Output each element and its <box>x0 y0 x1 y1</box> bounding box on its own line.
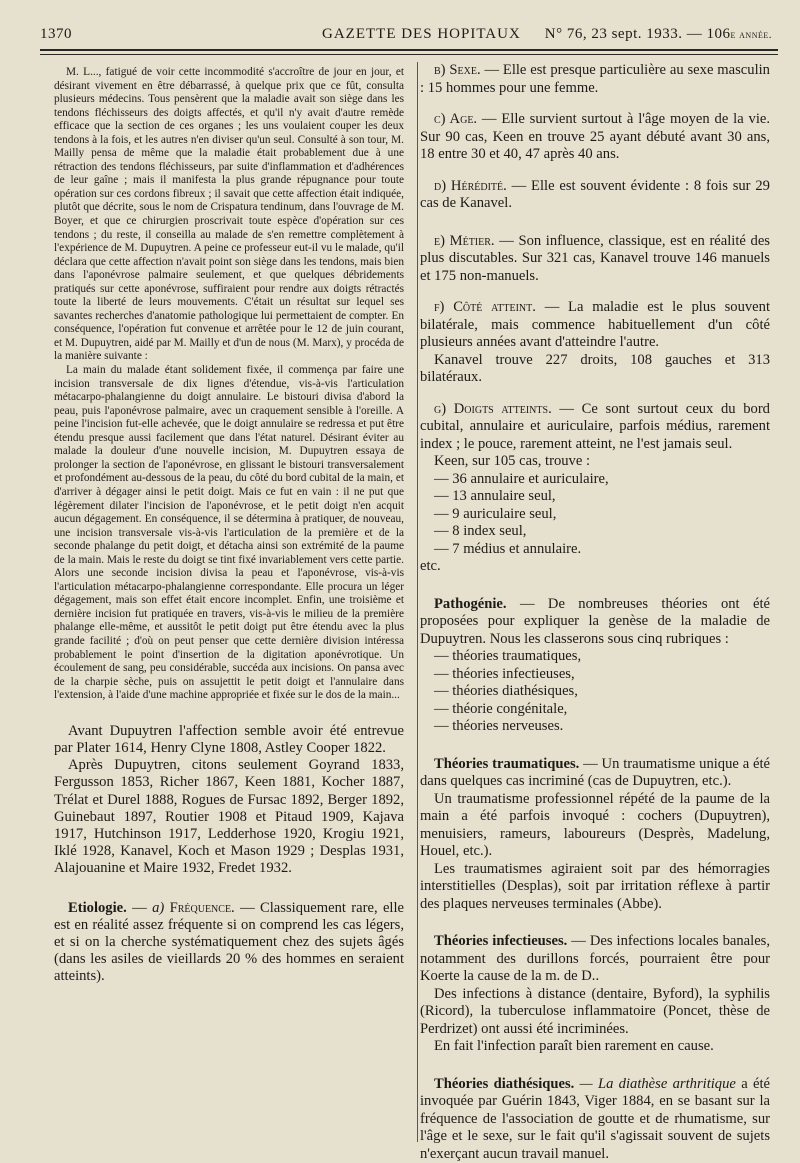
list-item: — 36 annulaire et auriculaire, <box>420 471 770 489</box>
issue-line <box>545 26 772 43</box>
etiology-item-letter: a) <box>152 900 164 916</box>
list-item: — théories traumatiques, <box>420 648 770 666</box>
fingers-label: g) Doigts atteints. <box>434 401 552 417</box>
header-rule <box>40 49 778 51</box>
heredity-text: — Elle est souvent évidente : 8 fois sur 29 cas de Kanavel. <box>420 178 770 212</box>
sex-text: — Elle est presque particulière au sexe masculin : 15 hommes pour une femme. <box>420 62 770 96</box>
side-text: — La maladie est le plus souvent bilatérale, mais commence habituellement d'un côté plusieurs années avant d'atteindre l'autre. <box>420 299 770 350</box>
diathesis-paragraph <box>420 1076 770 1163</box>
sex-label: b) Sexe. <box>434 62 481 78</box>
issue-text: N° 76, 23 sept. 1933. — 106 <box>545 26 731 42</box>
fingers-paragraph <box>420 401 770 454</box>
etiology-paragraph: Etiologie. — a) Fréquence. — Classiquement rare, elle est en réalité assez fréquente si on comprend les cas légers, et si on la cherche systématiquement chez des sujets âgés (dans les asiles de vieillards 20 % des hommes en seraient atteints). <box>54 900 404 986</box>
infection-paragraph-2: Des infections à distance (dentaire, Byford), la syphilis (Ricord), la tuberculose inflammatoire (Poncet, thèse de Perdrizet) ont aussi été incriminées. <box>420 986 770 1039</box>
pathogeny-paragraph <box>420 596 770 649</box>
history-paragraph-1: Avant Dupuytren l'affection semble avoir été entrevue par Plater 1614, Henry Clyne 1808, Astley Cooper 1822. <box>54 723 404 757</box>
journal-title: GAZETTE DES HOPITAUX <box>322 26 521 43</box>
keen-intro: Keen, sur 105 cas, trouve : <box>420 453 770 471</box>
occupation-paragraph <box>420 233 770 286</box>
list-item: — 7 médius et annulaire. <box>420 541 770 559</box>
case-paragraph-2: La main du malade étant solidement fixée, il commença par faire une incision transversale de dix lignes d'étendue, vis-à-vis l'articulation métacarpo-phalangienne du doigt annulaire. Le bistouri divisa d'abord la peau, puis l'aponévrose palmaire, avec un craquement sensible à l'oreille. A peine l'incision fut-elle achevée, que le doigt annulaire se redressa et put être étendu presque aussi facilement que dans l'état naturel. Désirant éviter au malade la douleur d'une nouvelle incision, M. Dupuytren essaya de prolonger la section de l'aponévrose, en glissant le bistouri transversalement et profondément au-dessous de la peau, du côté du bord cubital de la main, et d'arriver à dégager ainsi le petit doigt. Mais ce fut en vain : il ne put que légèrement dilater l'incision de l'aponévrose, et le petit doigt n'en acquit aucun dégagement. En conséquence, il se détermina à pratiquer, de nouveau, une incision transversale vis-à-vis l'articulation de la première et de la seconde phalange du petit doigt, et détacha ainsi son extrémité de la paume de la main. Mais le reste du doigt se tint fixé invariablement vers cette partie. Alors une seconde incision divisa la peau et l'aponévrose, vis-à-vis l'articulation métacarpo-phalangienne correspondante. Elle procura un léger dégagement, mais son effet était encore incomplet. Enfin, une troisième et dernière incision fut pratiquée en travers, vis-à-vis le milieu de la première phalange elle-même, et aussitôt le petit doigt put être étendu avec la plus grande facilité ; d'où on peut penser que cette dernière division intéressa probablement le point d'insertion de la digitation aponévrotique. Un écoulement de sang, peu considérable, succéda aux incisions. On pansa avec de la charpie sèche, puis on assujettit le petit doigt et l'annulaire dans l'extension, à l'aide d'une machine appropriée et fixée sur le dos de la main... <box>54 364 404 703</box>
trauma-paragraph-3: Les traumatismes agiraient soit par des hémorragies interstitielles (Desplas), soit par irritation réflexe à partir des plaques nerveuses terminales (Abbe). <box>420 861 770 914</box>
keen-list <box>420 471 770 559</box>
trauma-paragraph <box>420 756 770 791</box>
diathesis-italic: — La diathèse arthritique <box>580 1076 736 1092</box>
frequency-label: Fréquence. <box>170 900 235 916</box>
list-item: — théories infectieuses, <box>420 666 770 684</box>
header-rule-thin <box>40 54 778 55</box>
diathesis-heading: Théories diathésiques. <box>434 1076 574 1092</box>
diathesis-text: a été invoquée par Guérin 1843, Viger 1884, en se basant sur la fréquence de l'association de goutte et de rhumatisme, sur l'âge et le sexe, sur le fait qu'il s'agissait souvent de sujets n'exerçant aucun travail manuel. <box>420 1076 770 1162</box>
age-label: c) Age. <box>434 111 477 127</box>
trauma-heading: Théories traumatiques. <box>434 756 579 772</box>
list-item: — théories diathésiques, <box>420 683 770 701</box>
page-number: 1370 <box>40 26 72 43</box>
list-item: — théories nerveuses. <box>420 718 770 736</box>
side-paragraph <box>420 299 770 352</box>
frequency-text: — Classiquement rare, elle est en réalité assez fréquente si on comprend les cas légers, et si on la cherche systématiquement chez des sujets âgés (dans les asiles de vieillards 20 % des hommes en seraient atteints). <box>54 900 404 985</box>
right-column <box>420 62 770 1163</box>
infection-text: — Des infections locales banales, notamment des durillons forcés, pourraient être pour Koerte la cause de la m. de D.. <box>420 933 770 984</box>
etc-text: etc. <box>420 558 770 576</box>
side-label: f) Côté atteint. <box>434 299 536 315</box>
list-item: — 8 index seul, <box>420 523 770 541</box>
occupation-text: — Son influence, classique, est en réalité des plus discutables. Sur 321 cas, Kanavel trouve 146 manuels et 175 non-manuels. <box>420 233 770 284</box>
etiology-heading: Etiologie. <box>68 900 127 916</box>
pathogeny-text: — De nombreuses théories ont été proposées pour expliquer la genèse de la maladie de Dupuytren. Nous les classerons sous cinq rubriques : <box>420 596 770 647</box>
page-header <box>40 22 772 48</box>
history-paragraph-2: Après Dupuytren, citons seulement Goyrand 1833, Fergusson 1853, Richer 1867, Keen 1881, Kocher 1887, Trélat et Durel 1888, Rogues de Fursac 1892, Berger 1892, Guinebaut 1897, Routier 1908 et Pitaud 1909, Kajava 1917, Hutchinson 1917, Ledderhose 1920, Krogiu 1921, Iklé 1928, Kanavel, Koch et Mason 1929 ; Desplas 1931, Alajouanine et Maire 1932, Fredet 1932. <box>54 757 404 877</box>
pathogeny-heading: Pathogénie. <box>434 596 507 612</box>
trauma-paragraph-2: Un traumatisme professionnel répété de la paume de la main a été parfois invoqué : cochers (Dupuytren), menuisiers, rameurs, laboureurs (Desprès, Madelung, Houel, etc.). <box>420 791 770 861</box>
quoted-case-report <box>54 66 404 703</box>
list-item: — 9 auriculaire seul, <box>420 506 770 524</box>
list-item: — 13 annulaire seul, <box>420 488 770 506</box>
list-item: — théorie congénitale, <box>420 701 770 719</box>
sex-paragraph <box>420 62 770 97</box>
left-column <box>54 66 404 986</box>
infection-paragraph-3: En fait l'infection paraît bien rarement en cause. <box>420 1038 770 1056</box>
case-paragraph-1: M. L..., fatigué de voir cette incommodité s'accroître de jour en jour, et désirant vivement en être débarrassé, à quelque prix que ce fût, consulta plusieurs médecins. Tous pensèrent que la maladie avait son siège dans les tendons fléchisseurs des doigts affectés, et qu'il n'y avait d'autre remède efficace que la section de ces organes ; les uns voulaient couper les deux tendons à la fois, et les autres n'en diviser qu'un seul. Consulté à son tour, M. Mailly pensa de même que la maladie était probablement due à une rétraction des tendons fléchisseurs, par suite d'inflammation et d'adhérences de leur gaîne ; mais il manifesta la plus grande répugnance pour toute opération sur ces cordons fibreux ; il savait que cette affection était indiquée, plutôt que décrite, sous le nom de Crispatura tendinum, dans l'ouvrage de M. Boyer, et que ce chirurgien proscrivait toute espèce d'opération sur ces tendons ; du reste, il conseilla au malade de s'en remettre complètement à l'expérience de M. Dupuytren. A peine ce professeur eut-il vu le malade, qu'il déclara que cette affection n'avait point son siège dans les tendons, mais bien dans l'aponévrose palmaire seulement, et que quelques débridements pratiqués sur cette aponévrose, suffiraient pour rendre aux doigts rétractés toute la liberté de leurs mouvements. C'était un résultat sur lequel ses savantes recherches d'anatomie pathologique lui permettaient de compter. En conséquence, l'opération fut convenue et arrêtée pour le 12 de juin courant, et M. Dupuytren, aidé par M. Mailly et d'un de nous (M. Marx), y procéda de la manière suivante : <box>54 66 404 364</box>
infection-heading: Théories infectieuses. <box>434 933 567 949</box>
column-divider <box>417 62 418 1142</box>
heredity-paragraph <box>420 178 770 213</box>
age-text: — Elle survient surtout à l'âge moyen de la vie. Sur 90 cas, Keen en trouve 25 ayant débuté avant 30 ans, 18 entre 30 et 40, 47 après 40 ans. <box>420 111 770 162</box>
theories-list <box>420 648 770 736</box>
age-paragraph <box>420 111 770 164</box>
occupation-label: e) Métier. <box>434 233 495 249</box>
fingers-text: — Ce sont surtout ceux du bord cubital, annulaire et auriculaire, parfois médius, rarement index ; le pouce, rarement atteint, ne l'est jamais seul. <box>420 401 770 452</box>
infection-paragraph <box>420 933 770 986</box>
issue-suffix: e année. <box>731 29 773 41</box>
side-stats: Kanavel trouve 227 droits, 108 gauches et 313 bilatéraux. <box>420 352 770 387</box>
history-section <box>54 723 404 986</box>
trauma-text: — Un traumatisme unique a été dans quelques cas incriminé (cas de Dupuytren, etc.). <box>420 756 770 790</box>
heredity-label: d) Hérédité. <box>434 178 507 194</box>
